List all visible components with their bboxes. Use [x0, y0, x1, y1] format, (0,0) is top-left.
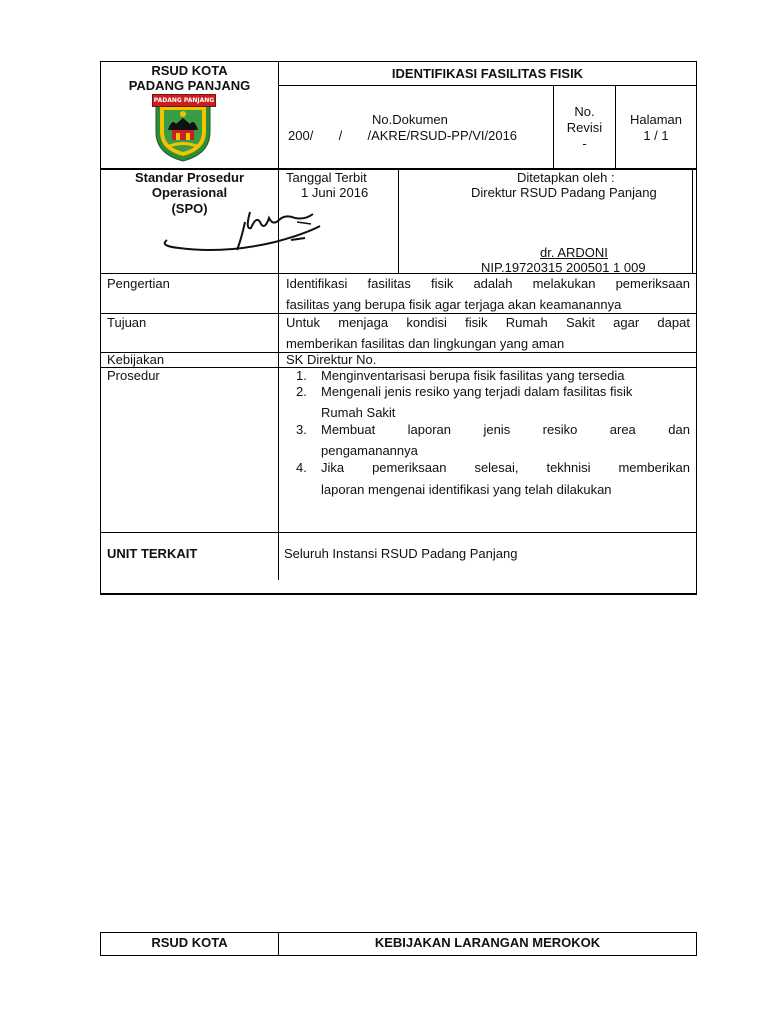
word: dan — [668, 422, 690, 437]
hospital-name-line1: RSUD KOTA — [151, 63, 228, 78]
word: fisik — [430, 276, 454, 291]
word: agar — [613, 315, 640, 330]
prosedur-item-1-num: 1. — [296, 368, 307, 383]
word: kondisi — [406, 315, 447, 330]
halaman-value: 1 / 1 — [643, 128, 669, 143]
prosedur-label: Prosedur — [107, 368, 160, 383]
prosedur-item-4-text — [321, 460, 690, 476]
word: selesai, — [474, 460, 519, 475]
hospital-name-line2: PADANG PANJANG — [128, 78, 251, 93]
unit-terkait-label: UNIT TERKAIT — [107, 546, 198, 561]
tujuan-line1 — [286, 315, 690, 331]
word: tekhnisi — [546, 460, 591, 475]
word: menjaga — [338, 315, 389, 330]
next-table-bottom — [100, 955, 697, 956]
ditetapkan-label: Ditetapkan oleh : — [517, 170, 615, 185]
prosedur-item-4-text-cont: laporan mengenai identifikasi yang telah dilakukan — [321, 482, 612, 497]
no-dokumen-label: No.Dokumen — [372, 112, 448, 127]
pengertian-label: Pengertian — [107, 276, 170, 291]
kebijakan-value: SK Direktur No. — [286, 352, 377, 367]
word: pemeriksaan — [615, 276, 690, 291]
word: dapat — [657, 315, 690, 330]
prosedur-item-2-text: Mengenali jenis resiko yang terjadi dalam fasilitas fisik — [321, 384, 633, 399]
word: area — [609, 422, 636, 437]
next-page-hospital: RSUD KOTA — [151, 935, 228, 950]
word: Rumah — [505, 315, 548, 330]
tujuan-line2: memberikan fasilitas dan lingkungan yang aman — [286, 336, 565, 351]
word: melakukan — [532, 276, 596, 291]
word: pemeriksaan — [372, 460, 447, 475]
word: memberikan — [618, 460, 690, 475]
logo-banner: PADANG PANJANG — [152, 94, 216, 107]
prosedur-item-3-num: 3. — [296, 422, 307, 437]
tanggal-terbit-label: Tanggal Terbit — [286, 170, 367, 185]
word: Membuat — [321, 422, 376, 437]
table-border-bottom — [100, 593, 697, 595]
word: Jika — [321, 460, 345, 475]
no-revisi-label-2: Revisi — [566, 120, 603, 135]
spo-label-3: (SPO) — [171, 201, 208, 216]
document-title: IDENTIFIKASI FASILITAS FISIK — [391, 66, 584, 81]
word: Sakit — [565, 315, 595, 330]
halaman-label: Halaman — [629, 112, 683, 127]
table-border-right — [696, 61, 697, 594]
prosedur-item-3-text — [321, 422, 690, 438]
table-border-top — [100, 61, 697, 62]
signatory-name: dr. ARDONI — [540, 245, 608, 260]
ditetapkan-value: Direktur RSUD Padang Panjang — [471, 185, 657, 200]
word: Identifikasi — [286, 276, 348, 291]
prosedur-item-3-text-cont: pengamanannya — [321, 443, 418, 458]
prosedur-item-2-num: 2. — [296, 384, 307, 399]
tanggal-terbit-value: 1 Juni 2016 — [301, 185, 369, 200]
kebijakan-label: Kebijakan — [107, 352, 165, 367]
unit-terkait-value: Seluruh Instansi RSUD Padang Panjang — [284, 546, 518, 561]
spo-label-2: Operasional — [151, 185, 228, 200]
word: laporan — [407, 422, 452, 437]
spo-right-inner — [692, 169, 693, 273]
prosedur-item-4-num: 4. — [296, 460, 307, 475]
title-underline — [278, 85, 697, 86]
row-line-tujuan — [100, 313, 697, 314]
hospital-logo — [150, 94, 216, 162]
word: adalah — [473, 276, 513, 291]
spo-divider — [398, 169, 399, 273]
table-border-left — [100, 61, 101, 594]
no-revisi-value: - — [582, 136, 587, 151]
next-page-title: KEBIJAKAN LARANGAN MEROKOK — [374, 935, 601, 950]
word: resiko — [542, 422, 578, 437]
word: fasilitas — [367, 276, 411, 291]
no-dokumen-value: 200/ / /AKRE/RSUD-PP/VI/2016 — [288, 128, 518, 143]
spo-label-1: Standar Prosedur — [134, 170, 245, 185]
row-line-kebijakan — [100, 352, 697, 353]
row-line-unit — [100, 532, 697, 533]
pengertian-line2: fasilitas yang berupa fisik agar terjaga akan keamanannya — [286, 297, 622, 312]
signature — [155, 200, 330, 260]
signatory-nip: NIP.19720315 200501 1 009 — [481, 260, 646, 275]
next-table-top — [100, 932, 697, 933]
pengertian-line1 — [286, 276, 690, 292]
word: jenis — [483, 422, 511, 437]
column-divider — [278, 61, 279, 580]
prosedur-item-1-text: Menginventarisasi berupa fisik fasilitas yang tersedia — [321, 368, 625, 383]
prosedur-item-2-text-cont: Rumah Sakit — [321, 405, 396, 420]
next-table-right — [696, 932, 697, 956]
word: fisik — [465, 315, 488, 330]
word: Untuk — [286, 315, 320, 330]
tujuan-label: Tujuan — [107, 315, 147, 330]
no-revisi-label-1: No. — [574, 104, 595, 119]
